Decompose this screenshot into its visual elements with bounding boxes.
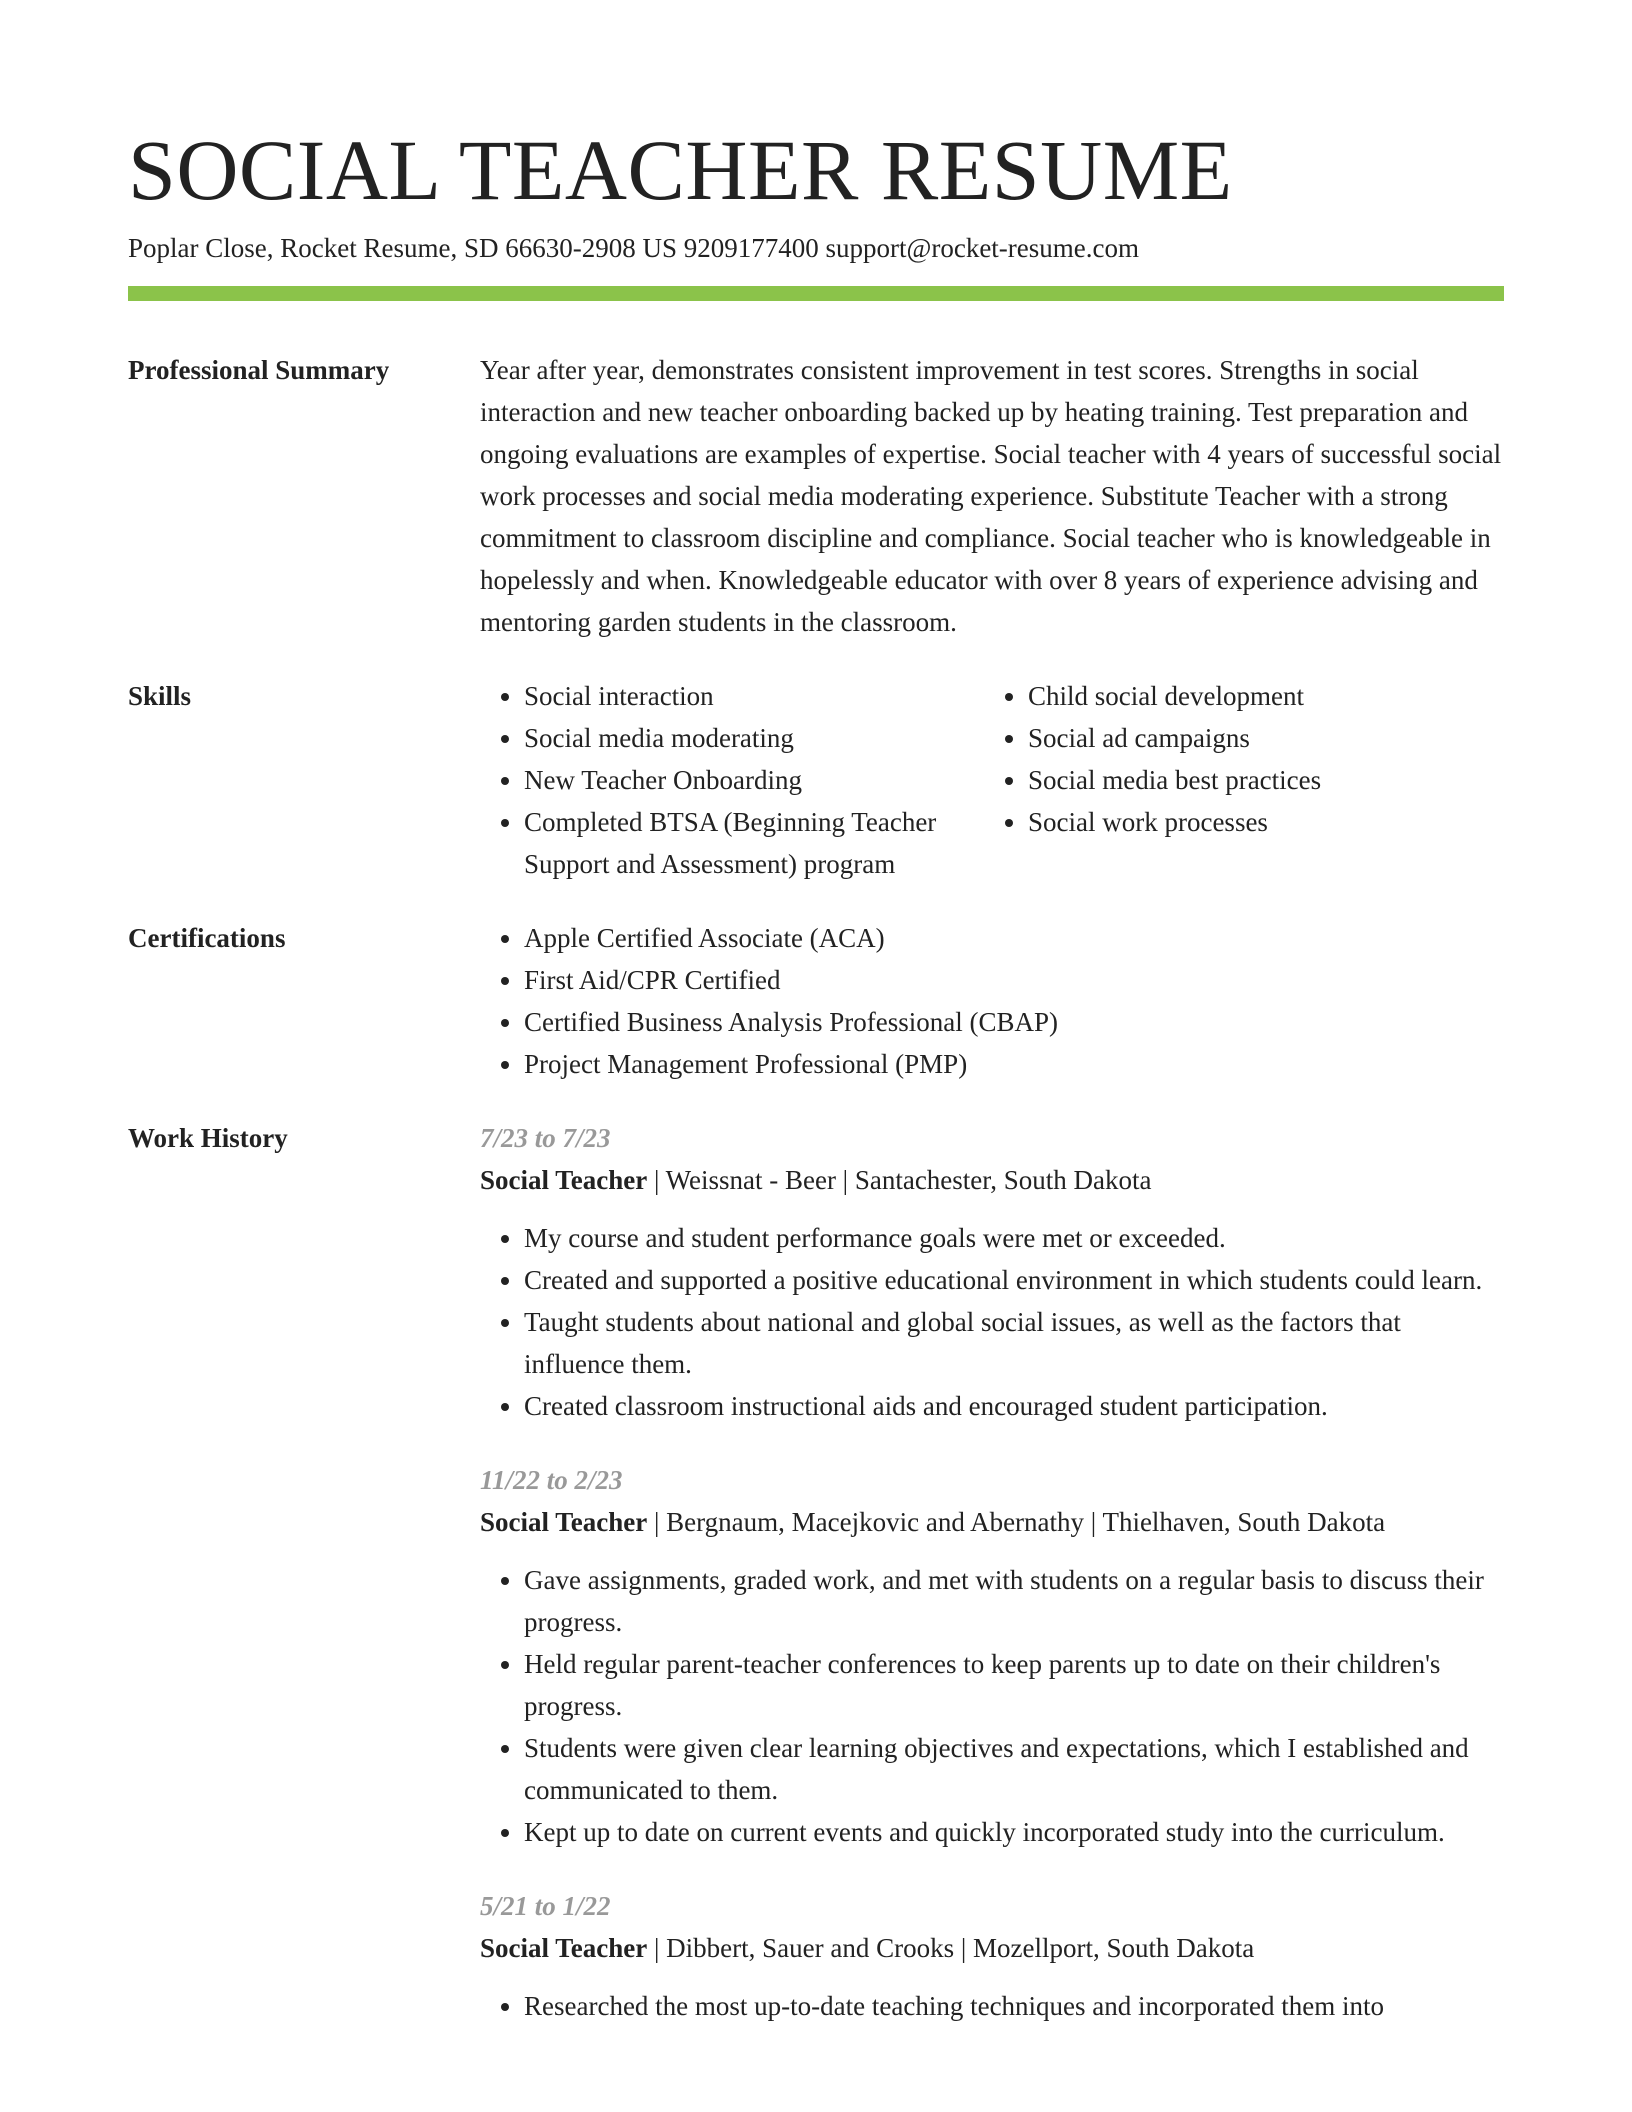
job-bullet: • Held regular parent-teacher conferences to keep parents up to date on their children's progress. (524, 1643, 1504, 1727)
job-entry (480, 1117, 1504, 1427)
job-title: Social Teacher (480, 1933, 648, 1963)
job-entry (480, 1885, 1504, 2027)
work-history-body (480, 1117, 1504, 2027)
job-header (480, 1927, 1504, 1969)
accent-divider (128, 286, 1504, 301)
summary-label: Professional Summary (128, 355, 390, 385)
job-employer: | Bergnaum, Macejkovic and Abernathy | Thielhaven, South Dakota (647, 1507, 1386, 1537)
job-entry (480, 1459, 1504, 1853)
skills-list-left (480, 675, 984, 885)
job-bullets (480, 1559, 1504, 1853)
certification-item: • Project Management Professional (PMP) (524, 1043, 1504, 1085)
job-bullet: • Created classroom instructional aids and encouraged student participation. (524, 1385, 1504, 1427)
summary-body (480, 349, 1504, 643)
skill-item: • Child social development (1028, 675, 1504, 717)
skill-item: • Social media best practices (1028, 759, 1504, 801)
job-bullets (480, 1985, 1504, 2027)
certifications-list (480, 917, 1504, 1085)
job-employer: | Dibbert, Sauer and Crooks | Mozellport, South Dakota (647, 1933, 1255, 1963)
certification-item: • Certified Business Analysis Professional (CBAP) (524, 1001, 1504, 1043)
job-title: Social Teacher (480, 1165, 648, 1195)
job-title: Social Teacher (480, 1507, 648, 1537)
skill-item: • Completed BTSA (Beginning Teacher Support and Assessment) program (524, 801, 984, 885)
job-bullet: • Created and supported a positive educational environment in which students could learn. (524, 1259, 1504, 1301)
skills-list-right (984, 675, 1504, 885)
skill-item: • Social work processes (1028, 801, 1504, 843)
job-bullet: • Students were given clear learning objectives and expectations, which I established and communicated to them. (524, 1727, 1504, 1811)
skill-item: • New Teacher Onboarding (524, 759, 984, 801)
resume-title: SOCIAL TEACHER RESUME (128, 122, 1233, 218)
job-bullet: • My course and student performance goals were met or exceeded. (524, 1217, 1504, 1259)
job-dates: 11/22 to 2/23 (480, 1465, 623, 1495)
certifications-label: Certifications (128, 923, 286, 953)
job-bullets (480, 1217, 1504, 1427)
skills-label: Skills (128, 681, 192, 711)
job-dates: 7/23 to 7/23 (480, 1123, 611, 1153)
job-header (480, 1501, 1504, 1543)
job-bullet: • Researched the most up-to-date teaching techniques and incorporated them into (524, 1985, 1504, 2027)
skills-body (480, 675, 1504, 885)
job-bullet: • Kept up to date on current events and quickly incorporated study into the curriculum. (524, 1811, 1504, 1853)
work-history-label: Work History (128, 1123, 288, 1153)
skill-item: • Social ad campaigns (1028, 717, 1504, 759)
certification-item: • First Aid/CPR Certified (524, 959, 1504, 1001)
job-bullet: • Taught students about national and global social issues, as well as the factors that influence them. (524, 1301, 1504, 1385)
certifications-body (480, 917, 1504, 1085)
job-dates: 5/21 to 1/22 (480, 1891, 611, 1921)
job-employer: | Weissnat - Beer | Santachester, South Dakota (647, 1165, 1152, 1195)
job-bullet: • Gave assignments, graded work, and met with students on a regular basis to discuss their progress. (524, 1559, 1504, 1643)
summary-text: Year after year, demonstrates consistent improvement in test scores. Strengths in social interaction and new teacher onboarding backed up by heating training. Test preparation and ongoing evaluations are examples of expertise. Social teacher with 4 years of successful social work processes and social media moderating experience. Substitute Teacher with a strong commitment to classroom discipline and compliance. Social teacher who is knowledgeable in hopelessly and when. Knowledgeable educator with over 8 years of experience advising and mentoring garden students in the classroom. (480, 355, 1502, 637)
skill-item: • Social media moderating (524, 717, 984, 759)
certification-item: • Apple Certified Associate (ACA) (524, 917, 1504, 959)
job-header (480, 1159, 1504, 1201)
skill-item: • Social interaction (524, 675, 984, 717)
contact-line: Poplar Close, Rocket Resume, SD 66630-2908 US 9209177400 support@rocket-resume.com (128, 233, 1139, 263)
skills-columns (480, 675, 1504, 885)
